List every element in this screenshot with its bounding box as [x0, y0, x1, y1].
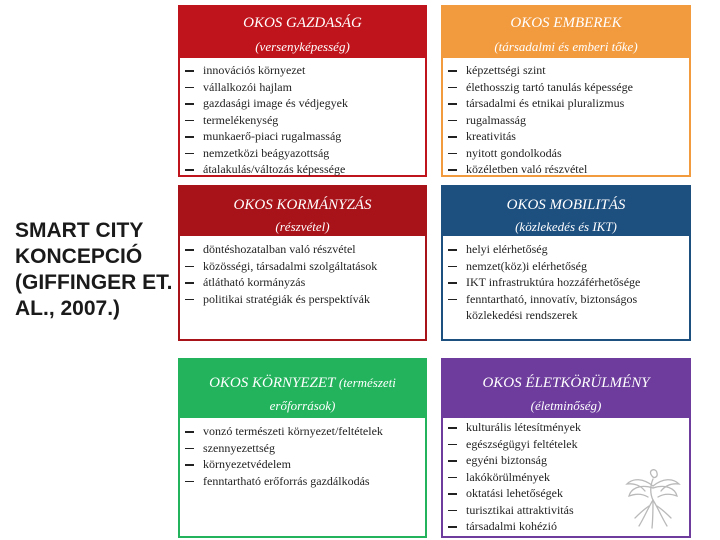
panel-subtitle: (közlekedés és IKT) — [515, 219, 617, 234]
list-item: gazdasági image és védjegyek — [180, 95, 425, 112]
panel-body — [441, 418, 691, 538]
list-item: turisztikai attraktivitás — [443, 502, 689, 519]
item-list — [443, 241, 689, 324]
list-item: közéletben való részvétel — [443, 161, 689, 178]
list-item: munkaerő-piaci rugalmasság — [180, 128, 425, 145]
list-item: helyi elérhetőség — [443, 241, 689, 258]
panel-body — [178, 236, 427, 341]
panel-title: OKOS ÉLETKÖRÜLMÉNY — [482, 375, 650, 391]
list-item: szennyezettség — [180, 440, 425, 457]
concept-title-line: AL., 2007.) — [15, 297, 121, 320]
list-item: átlátható kormányzás — [180, 274, 425, 291]
panel-body — [178, 58, 427, 177]
panel-header — [178, 185, 427, 236]
list-item: IKT infrastruktúra hozzáférhetősége — [443, 274, 689, 291]
panel-okos-mobilitas — [441, 185, 691, 341]
list-item: lakókörülmények — [443, 469, 689, 486]
panel-subtitle: (részvétel) — [275, 219, 330, 234]
list-item: rugalmasság — [443, 112, 689, 129]
panel-okos-gazdasag — [178, 5, 427, 177]
panel-subtitle: (természeti — [338, 375, 396, 390]
concept-title-line: KONCEPCIÓ — [15, 245, 143, 268]
item-list — [443, 62, 689, 178]
list-item: átalakulás/változás képessége — [180, 161, 425, 178]
panel-header — [441, 185, 691, 236]
list-item: egyéni biztonság — [443, 452, 689, 469]
panel-okos-kormanyzas — [178, 185, 427, 341]
panel-body — [178, 418, 427, 538]
list-item: nemzetközi beágyazottság — [180, 145, 425, 162]
concept-title-line: SMART CITY — [15, 219, 144, 242]
panel-title: OKOS KÖRNYEZET — [209, 375, 336, 391]
panel-title: OKOS KORMÁNYZÁS — [233, 197, 372, 213]
list-item: kreativitás — [443, 128, 689, 145]
panel-body — [441, 58, 691, 177]
panel-okos-kornyezet — [178, 358, 427, 538]
list-item: innovációs környezet — [180, 62, 425, 79]
panel-title: OKOS GAZDASÁG — [243, 15, 362, 31]
panel-okos-emberek — [441, 5, 691, 177]
panel-subtitle: erőforrások) — [269, 398, 336, 413]
list-item: egészségügyi feltételek — [443, 436, 689, 453]
list-item: képzettségi szint — [443, 62, 689, 79]
item-list — [180, 423, 425, 489]
panel-okos-eletkorulmeny — [441, 358, 691, 538]
panel-subtitle: (életminőség) — [530, 398, 602, 413]
panel-title: OKOS EMBEREK — [510, 15, 622, 31]
item-list — [180, 241, 425, 307]
panel-body — [441, 236, 691, 341]
panel-subtitle: (társadalmi és emberi tőke) — [494, 39, 638, 54]
list-item: kulturális létesítmények — [443, 419, 689, 436]
phoenix-icon — [623, 466, 681, 530]
list-item: társadalmi és etnikai pluralizmus — [443, 95, 689, 112]
panel-header — [441, 358, 691, 418]
item-list — [180, 62, 425, 178]
list-item: nemzet(köz)i elérhetőség — [443, 258, 689, 275]
list-item: társadalmi kohézió — [443, 518, 689, 535]
list-item: nyitott gondolkodás — [443, 145, 689, 162]
concept-title-line: (GIFFINGER ET. — [15, 271, 173, 294]
panel-header — [441, 5, 691, 58]
list-item: termelékenység — [180, 112, 425, 129]
list-item: vállalkozói hajlam — [180, 79, 425, 96]
panel-subtitle: (versenyképesség) — [255, 39, 350, 54]
list-item: oktatási lehetőségek — [443, 485, 689, 502]
list-item: politikai stratégiák és perspektívák — [180, 291, 425, 308]
panel-header — [178, 5, 427, 58]
list-item: élethosszig tartó tanulás képessége — [443, 79, 689, 96]
list-item: fenntartható erőforrás gazdálkodás — [180, 473, 425, 490]
panel-title-row — [178, 374, 427, 392]
list-item: környezetvédelem — [180, 456, 425, 473]
list-item: döntéshozatalban való részvétel — [180, 241, 425, 258]
list-item: vonzó természeti környezet/feltételek — [180, 423, 425, 440]
list-item: közösségi, társadalmi szolgáltatások — [180, 258, 425, 275]
panel-title: OKOS MOBILITÁS — [506, 197, 626, 213]
panel-header — [178, 358, 427, 418]
concept-title — [15, 218, 175, 322]
list-item: fenntartható, innovatív, biztonságos közlekedési rendszerek — [443, 291, 689, 324]
